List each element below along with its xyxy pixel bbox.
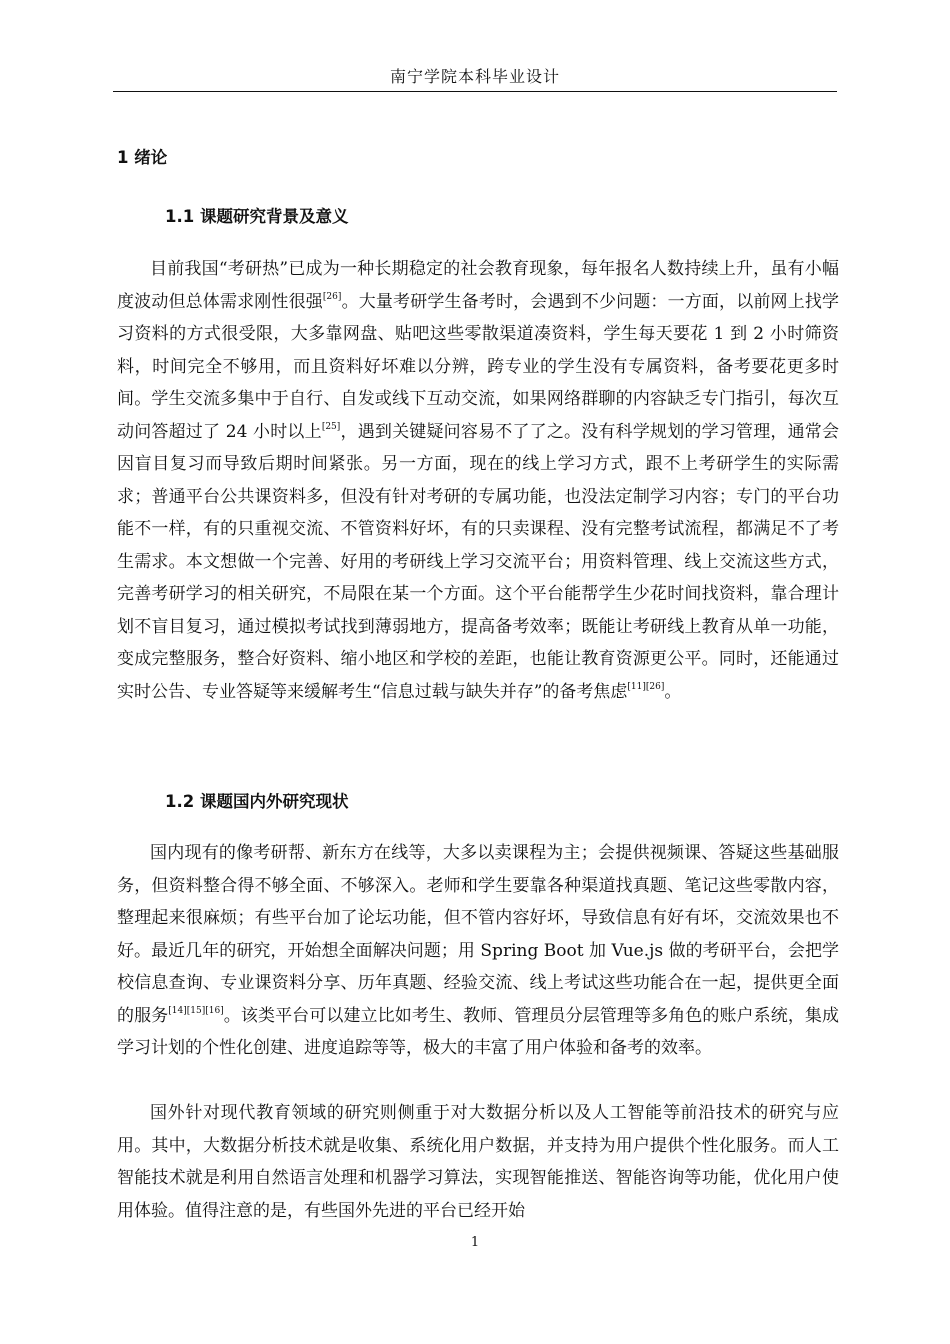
paragraph-text: 。大量考研学生备考时，会遇到不少问题：一方面，以前网上找学习资料的方式很受限，大多靠网盘、贴吧这些零散渠道凑资料，学生每天要花 1 到 2 小时筛资料，时间完全不够用，而且资料好坏难以分辨，跨专业的学生没有专属资料，备考要花更多时间。学生交流多集中于自行、自发或线下互动交流，如果网络群聊的内容缺乏专门指引，每次互动问答超过了 24 小时以上 — [117, 291, 840, 442]
citation: [25] — [321, 421, 341, 432]
page-header: 南宁学院本科毕业设计 — [389, 67, 560, 86]
section-heading-1-1: 1.1 课题研究背景及意义 — [165, 207, 349, 226]
citation: [26] — [322, 291, 342, 302]
header-rule — [113, 91, 837, 92]
section-heading-1-2: 1.2 课题国内外研究现状 — [165, 792, 349, 811]
paragraph-foreign-research: 国外针对现代教育领域的研究则侧重于对大数据分析以及人工智能等前沿技术的研究与应用。其中，大数据分析技术就是收集、系统化用户数据，并支持为用户提供个性化服务。而人工智能技术就是利用自然语言处理和机器学习算法，实现智能推送、智能咨询等功能，优化用户使用体验。值得注意的是，有些国外先进的平台已经开始 — [117, 1103, 839, 1221]
citation: [11][26] — [627, 681, 665, 692]
paragraph-text: 。该类平台可以建立比如考生、教师、管理员分层管理等多角色的账户系统，集成学习计划的个性化创建、进度追踪等等，极大的丰富了用户体验和备考的效率。 — [117, 1005, 840, 1058]
paragraph-text: 目前我国“考研热”已成为一种长期稳定的社会教育现象，每年报名人数持续上升，虽有小幅度波动但总体需求刚性很强 — [117, 259, 839, 312]
paragraph-domestic-research — [117, 837, 839, 1065]
paragraph-text: ，遇到关键疑问容易不了了之。没有科学规划的学习管理，通常会因盲目复习而导致后期时间紧张。另一方面，现在的线上学习方式，跟不上考研学生的实际需求；普通平台公共课资料多，但没有针对考研的专属功能，也没法定制学习内容；专门的平台功能不一样，有的只重视交流、不管资料好坏，有的只卖课程、没有完整考试流程，都满足不了考生需求。本文想做一个完善、好用的考研线上学习交流平台；用资料管理、线上交流这些方式，完善考研学习的相关研究，不局限在某一个方面。这个平台能帮学生少花时间找资料，靠合理计划不盲目复习，通过模拟考试找到薄弱地方，提高备考效率；既能让考研线上教育从单一功能，变成完整服务，整合好资料、缩小地区和学校的差距，也能让教育资源更公平。同时，还能通过实时公告、专业答疑等来缓解考生“信息过载与缺失并存”的备考焦虑 — [117, 421, 839, 702]
paragraph-text: 。 — [664, 681, 682, 702]
page-number: 1 — [470, 1235, 480, 1250]
citation: [14][15][16] — [168, 1005, 224, 1016]
chapter-heading: 1 绪论 — [117, 148, 168, 167]
paragraph-background — [117, 253, 839, 708]
paragraph-text: 国内现有的像考研帮、新东方在线等，大多以卖课程为主；会提供视频课、答疑这些基础服务，但资料整合得不够全面、不够深入。老师和学生要靠各种渠道找真题、笔记这些零散内容，整理起来很麻烦；有些平台加了论坛功能，但不管内容好坏，导致信息有好有坏，交流效果也不好。最近几年的研究，开始想全面解决问题；用 Spring Boot 加 Vue.js 做的考研平台，会把学校信息查询、专业课资料分享、历年真题、经验交流、线上考试这些功能合在一起，提供更全面的服务 — [117, 843, 839, 1026]
